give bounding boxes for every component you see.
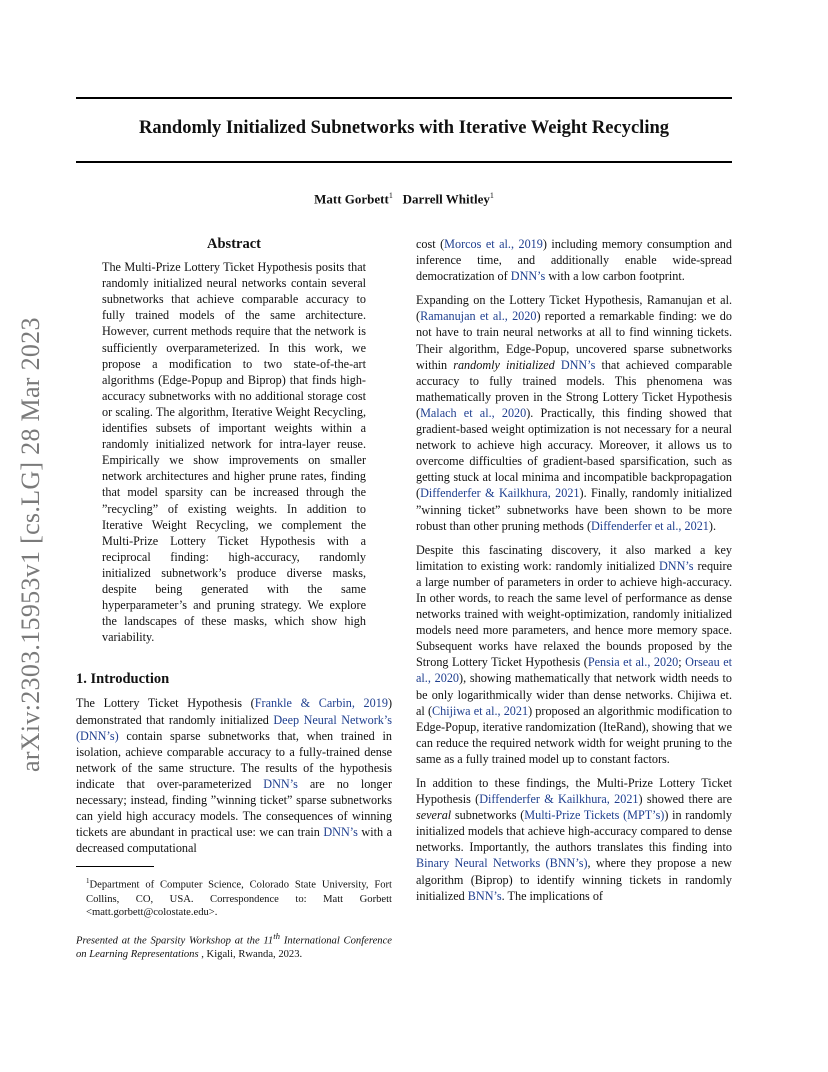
abstract-heading: Abstract [207, 236, 261, 252]
glossary-link[interactable]: DNN’s [263, 776, 298, 791]
text-run: Despite this fascinating discovery, it also marked a key limitation to existing work: randomly initialized [416, 542, 732, 573]
footnote-rule [76, 866, 154, 867]
text-run: . The implications of [501, 888, 603, 903]
author-affiliation: 1 [388, 191, 393, 200]
text-run: require a large number of parameters in order to achieve high-accuracy. In other words, to reach the same level of performance as dense networks trained with weight-optimization, randomly initialized models need more parameters, and hence more memory space. Subsequent works have relaxed the bounds proposed by the Strong Lottery Ticket Hypothesis ( [416, 558, 732, 670]
abstract-text: The Multi-Prize Lottery Ticket Hypothesis posits that randomly initialized neural networks contain several subnetworks that achieve comparable accuracy to fully trained models of the same architecture. However, current methods require that the network is sufficiently overparameterized. In this work, we propose a modification to two state-of-the-art algorithms (Edge-Popup and Biprop) that finds high-accuracy subnetworks with no additional storage cost or scaling. The algorithm, Iterative Weight Recycling, identifies subsets of important weights within a randomly initialized network for intra-layer reuse. Empirically we show improvements on smaller network architectures and higher prune rates, finding that model sparsity can be increased through the ”recycling” of existing weights. In addition to Iterative Weight Recycling, we complement the Multi-Prize Lottery Ticket Hypothesis with a reciprocal finding: high-accuracy, randomly initialized subnetwork’s produce diverse masks, despite being generated with the same hyperparameter’s and pruning strategy. We explore the landscapes of these masks, which show high variability. [102, 260, 366, 645]
citation-link[interactable]: Diffenderfer & Kailkhura, 2021 [479, 792, 639, 807]
ordinal-superscript: th [273, 930, 281, 941]
text-run: ; [678, 655, 686, 670]
title-bottom-rule [76, 161, 732, 163]
footnote-text: Department of Computer Science, Colorado State University, Fort Collins, CO, USA. Correspondence to: Matt Gorbett <matt.gorbett@colostate.edu>. [86, 879, 392, 919]
citation-link[interactable]: Diffenderfer et al., 2021 [591, 518, 709, 533]
left-column [76, 236, 392, 961]
text-run: with a decreased computational [76, 825, 392, 856]
text-run: ) demonstrated that randomly initialized [76, 696, 392, 727]
intro-paragraph-1 [76, 695, 392, 856]
text-run: , where they propose a new algorithm (Biprop) to identify winning tickets in randomly initialized [416, 856, 732, 903]
affiliation-footnote [76, 875, 392, 919]
glossary-link[interactable]: Deep Neural Network’s (DNN’s) [76, 712, 392, 743]
text-run: cost ( [416, 237, 445, 251]
section-heading-introduction: 1. Introduction [76, 671, 170, 688]
citation-link[interactable]: Ramanujan et al., 2020 [420, 309, 537, 324]
emphasis: several [416, 808, 452, 823]
author-name: Darrell Whitley [402, 191, 490, 207]
text-run: are no longer necessary; instead, finding ”winning ticket” sparse subnetworks can yield high accuracy models. The consequences of winning tickets are abundant in practical use: we can train [76, 776, 392, 840]
glossary-link[interactable]: DNN’s [510, 269, 546, 284]
text-run: subnetworks ( [451, 808, 525, 823]
text-run: ). Practically, this finding showed that gradient-based weight optimization is not necessary for a neural network to achieve high accuracy. Moreover, it allows us to overcome difficulties of gradient-based sparsification, such as getting stuck at local minima and incompatible backpropagation ( [416, 405, 732, 501]
workshop-note [76, 930, 392, 962]
text-run: Presented at the Sparsity Workshop at the 11 [76, 935, 274, 947]
glossary-link[interactable]: DNN’s [659, 558, 694, 573]
text-run: ) reported a remarkable finding: we do not have to train neural networks at all to find winning tickets. Their algorithm, Edge-Popup, uncovered sparse subnetworks within [416, 309, 732, 372]
paper-title: Randomly Initialized Subnetworks with Iterative Weight Recycling [139, 118, 669, 138]
text-run: , Kigali, Rwanda, 2023. [198, 948, 303, 960]
text-run: ) proposed an algorithmic modification to Edge-Popup, iterative randomization (IteRand), showing that we can reduce the required network width for weight pruning to the same as a fully trained model up to constant factors. [416, 703, 732, 766]
citation-link[interactable]: Diffenderfer & Kailkhura, 2021 [420, 486, 580, 501]
glossary-link[interactable]: Multi-Prize Tickets (MPT’s) [524, 808, 665, 823]
text-run: The Lottery Ticket Hypothesis ( [76, 696, 255, 711]
text-run: Expanding on the Lottery Ticket Hypothesis, Ramanujan et al. ( [416, 293, 732, 324]
text-run: ), showing mathematically that network width needs to be only logarithmically wider than dense networks. Chijiwa et. al ( [416, 671, 732, 718]
glossary-link[interactable]: DNN’s [323, 825, 358, 840]
arxiv-stamp: arXiv:2303.15953v1 [cs.LG] 28 Mar 2023 [16, 317, 45, 772]
citation-link[interactable]: Morcos et al., 2019 [444, 237, 543, 251]
title-top-rule [76, 97, 732, 99]
citation-link[interactable]: Malach et al., 2020 [420, 405, 527, 420]
intro-paragraph-3 [416, 542, 732, 767]
text-run: with a low carbon footprint. [545, 269, 685, 284]
glossary-link[interactable]: BNN’s [467, 888, 502, 903]
text-run: contain sparse subnetworks that, when trained in isolation, achieve comparable accuracy to a fully-trained dense network of the same structure. The results of the hypothesis indicate that over-parameterized [76, 728, 392, 791]
text-run: ). [708, 518, 716, 533]
text-run: ) in randomly initialized models that achieve high-accuracy compared to dense networks. Importantly, the authors translates this finding into [416, 808, 733, 855]
author-list [76, 191, 732, 207]
text-run: ) including memory consumption and inference time, and additionally enable wide-spread democratization of [416, 237, 732, 284]
text-run: that achieved comparable accuracy to fully trained models. This phenomena was mathematically proven in the Strong Lottery Ticket Hypothesis ( [416, 357, 732, 420]
citation-link[interactable]: Frankle & Carbin, 2019 [254, 696, 388, 711]
intro-paragraph-1-continued [416, 236, 732, 284]
text-run: International Conference on Learning Representations [76, 935, 392, 960]
emphasis: randomly initialized [453, 357, 555, 372]
citation-link[interactable]: Pensia et al., 2020 [587, 655, 679, 670]
right-column [416, 236, 732, 912]
intro-paragraph-2 [416, 292, 732, 533]
text-run: In addition to these findings, the Multi-Prize Lottery Ticket Hypothesis ( [416, 776, 732, 807]
author-name: Matt Gorbett [314, 191, 389, 207]
text-run: ) showed there are [638, 792, 733, 807]
intro-paragraph-4 [416, 775, 732, 904]
author-affiliation: 1 [489, 191, 494, 200]
footnote-mark: 1 [86, 877, 90, 886]
text-run: ). Finally, randomly initialized ”winning ticket” subnetworks have been shown to be more robust than other pruning methods ( [416, 486, 732, 533]
glossary-link[interactable]: Binary Neural Networks (BNN’s) [416, 856, 588, 871]
citation-link[interactable]: Orseau et al., 2020 [416, 655, 732, 686]
glossary-link[interactable]: DNN’s [560, 357, 596, 372]
citation-link[interactable]: Chijiwa et al., 2021 [432, 703, 529, 718]
